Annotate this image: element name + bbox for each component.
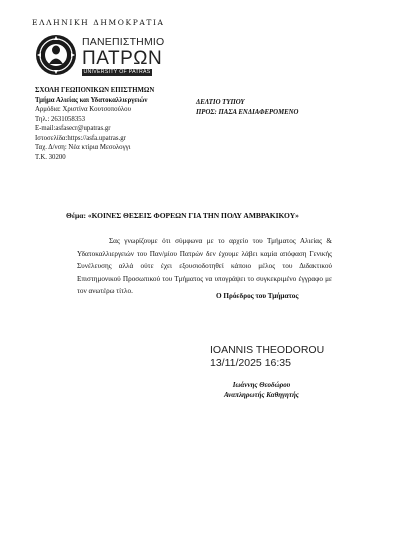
university-emblem-icon [35,34,77,76]
department-name: Τμήμα Αλιείας και Υδατοκαλλιεργειών [35,96,148,104]
university-logo [35,34,167,76]
website-address: Ιστοσελίδα:https://asfa.upatras.gr [35,134,126,142]
contact-person: Αρμόδια: Χριστίνα Κουτσοπούλου [35,106,131,113]
email-address: E-mail:asfasecr@upatras.gr [35,125,111,132]
body-paragraph: Σας γνωρίζουμε ότι σύμφωνα με το αρχείο του Τμήματος Αλιείας & Υδατοκαλλιεργειών του Παν/μίου Πατρών δεν έχουμε λάβει καμία απόφαση Γενικής Συνέλευσης αλλά ούτε έχει εξουσιοδοτηθεί κάποιο μέλος του Διδακτικού Επιστημονικού Προσωπικού του Τμήματος να υπογράψει το συγκεκριμένο έγγραφο με τον ανωτέρω τίτλο. [77,237,332,295]
digital-signature-name: IOANNIS THEODOROU [210,344,325,356]
signer-title: Αναπληρωτής Καθηγητής [224,391,299,399]
signer-block [224,380,299,400]
republic-header: ΕΛΛΗΝΙΚΗ ΔΗΜΟΚΡΑΤΙΑ [32,18,165,27]
subject-line: Θέμα: «ΚΟΙΝΕΣ ΘΕΣΕΙΣ ΦΟΡΕΩΝ ΓΙΑ ΤΗΝ ΠΟΛΥ ΑΜΒΡΑΚΙΚΟΥ» [66,211,299,220]
sender-block [35,86,154,162]
digital-signature-datetime: 13/11/2025 16:35 [210,357,291,369]
postal-address: Ταχ. Δ/νση: Νέα κτίρια Μεσολογγι [35,144,131,151]
school-name: ΣΧΟΛΗ ΓΕΩΠΟΝΙΚΩΝ ΕΠΙΣΤΗΜΩΝ [35,87,155,94]
document-type: ΔΕΛΤΙΟ ΤΥΠΟΥ [196,99,245,106]
signer-name: Ιωάννης Θεοδώρου [232,381,291,389]
phone-number: Τηλ.: 2631058353 [35,115,86,123]
postal-code: Τ.Κ. 30200 [35,153,66,161]
university-name-line2: ΠΑΤΡΩΝ [82,48,163,69]
signer-role: Ο Πρόεδρος του Τμήματος [216,292,299,300]
recipient: ΠΡΟΣ: ΠΑΣΑ ΕΝΔΙΑΦΕΡΟΜΕΝΟ [196,108,299,116]
university-name-line1: ΠΑΝΕΠΙΣΤΗΜΙΟ [82,36,165,48]
addressee-block [196,98,298,118]
university-name-english: UNIVERSITY OF PATRAS [83,69,151,75]
